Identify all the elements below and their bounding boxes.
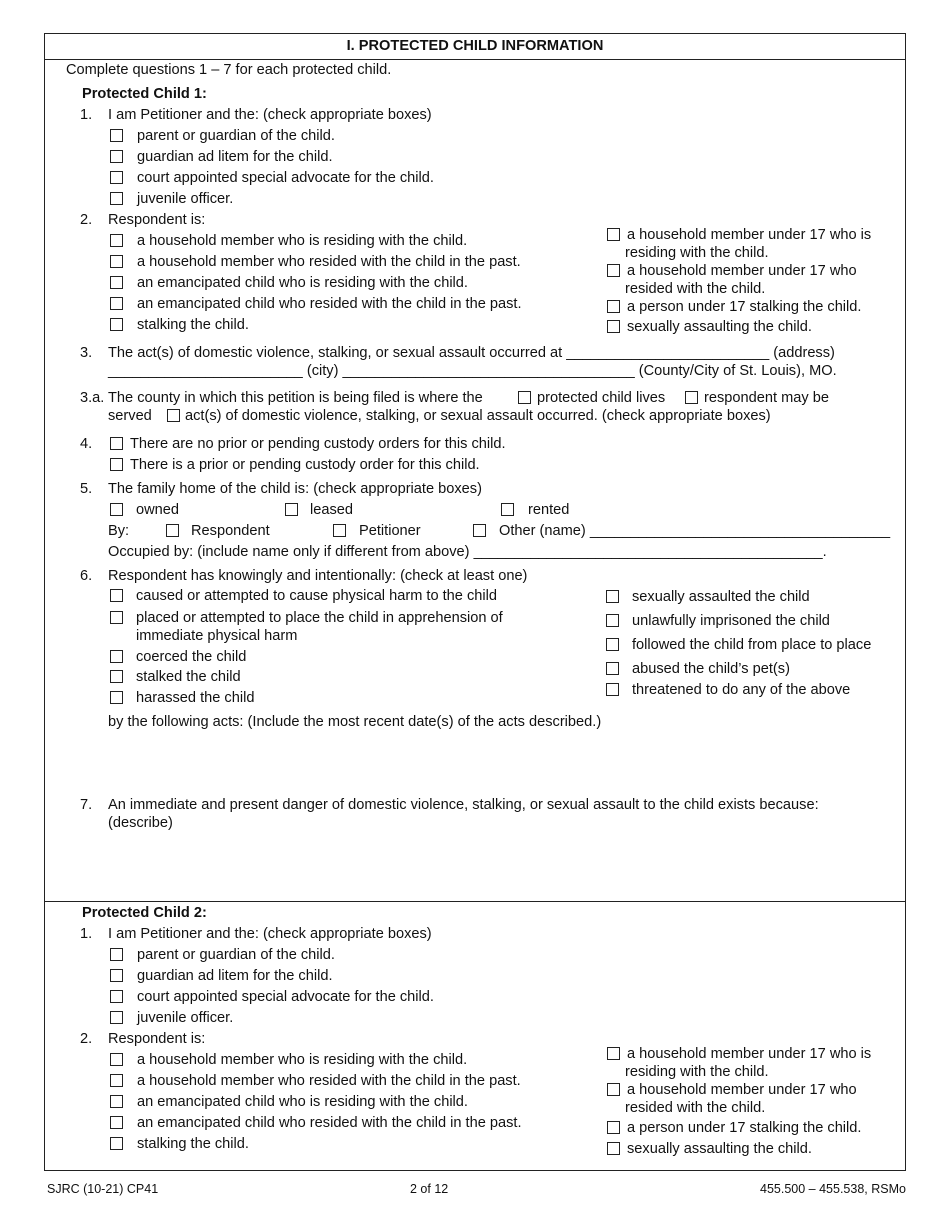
child1-q1-checkbox[interactable] [110, 129, 123, 142]
child1-q6-right-option: abused the child’s pet(s) [632, 661, 790, 677]
child1-q6-right-option: unlawfully imprisoned the child [632, 613, 830, 629]
child1-q6-right-option: followed the child from place to place [632, 637, 872, 653]
child1-q3a-text: served [108, 408, 152, 424]
child1-q1-option: court appointed special advocate for the child. [137, 170, 434, 186]
child1-q2-right-checkbox[interactable] [607, 320, 620, 333]
child1-q3-line1: The act(s) of domestic violence, stalking, or sexual assault occurred at _________________________ (address) [108, 345, 835, 361]
footer-statute: 455.500 – 455.538, RSMo [760, 1182, 906, 1196]
section-title: I. PROTECTED CHILD INFORMATION [45, 34, 905, 60]
child1-q5-home-option: owned [136, 502, 180, 518]
child1-q7-text: An immediate and present danger of domestic violence, stalking, or sexual assault to the child exists because: [108, 797, 819, 813]
child1-q6-checkbox[interactable] [110, 670, 123, 683]
child2-q2-option: a household member who is residing with the child. [137, 1052, 468, 1068]
child2-q2-option: a household member who resided with the child in the past. [137, 1073, 521, 1089]
child2-q2-right-option-cont: resided with the child. [625, 1100, 766, 1116]
child1-q3-line2: ________________________ (city) ____________________________________ (County/City of St. Louis), MO. [108, 363, 837, 379]
child1-q5-by-option: Respondent [191, 523, 270, 539]
child1-q5-occupied: Occupied by: (include name only if different from above) ___________________________________________. [108, 544, 827, 560]
child1-q2-option: stalking the child. [137, 317, 249, 333]
child2-q2-checkbox[interactable] [110, 1116, 123, 1129]
child1-q2-option: a household member who resided with the child in the past. [137, 254, 521, 270]
child1-q6-right-checkbox[interactable] [606, 590, 619, 603]
child1-q4-option: There is a prior or pending custody order for this child. [130, 457, 480, 473]
child1-q2-right-option-cont: resided with the child. [625, 281, 766, 297]
child1-q4-checkbox[interactable] [110, 458, 123, 471]
child1-q3a-text: The county in which this petition is being filed is where the [108, 390, 483, 406]
child1-q3a-option: respondent may be [704, 390, 829, 406]
child1-q3a-option: act(s) of domestic violence, stalking, or sexual assault occurred. (check appropriate boxes) [185, 408, 771, 424]
child1-q2-right-checkbox[interactable] [607, 264, 620, 277]
child1-q1-option: parent or guardian of the child. [137, 128, 335, 144]
child1-q2-option: an emancipated child who resided with the child in the past. [137, 296, 522, 312]
child1-q1-number: 1. [80, 107, 93, 123]
child2-q2-right-option-cont: residing with the child. [625, 1064, 769, 1080]
child2-q1-option: guardian ad litem for the child. [137, 968, 333, 984]
child2-q2-right-checkbox[interactable] [607, 1121, 620, 1134]
child1-q6-option: stalked the child [136, 669, 241, 685]
child1-q2-text: Respondent is: [108, 212, 206, 228]
child1-heading: Protected Child 1: [82, 86, 207, 102]
child1-q1-option: guardian ad litem for the child. [137, 149, 333, 165]
child1-q3a-checkbox-respondent-served[interactable] [685, 391, 698, 404]
child1-q3a-checkbox-acts-occurred[interactable] [167, 409, 180, 422]
child1-q6-right-checkbox[interactable] [606, 683, 619, 696]
child1-q2-right-option: a person under 17 stalking the child. [627, 299, 862, 315]
child2-q1-number: 1. [80, 926, 93, 942]
child2-q1-option: court appointed special advocate for the child. [137, 989, 434, 1005]
child1-q5-home-checkbox[interactable] [285, 503, 298, 516]
child1-q6-checkbox[interactable] [110, 611, 123, 624]
child1-q5-by-option: Other (name) _____________________________________ [499, 523, 891, 539]
child1-q5-by-option: Petitioner [359, 523, 421, 539]
child1-q3-number: 3. [80, 345, 93, 361]
child1-q6-right-option: sexually assaulted the child [632, 589, 810, 605]
child2-q2-right-option: a household member under 17 who is [627, 1046, 872, 1062]
child1-q2-checkbox[interactable] [110, 255, 123, 268]
child2-q2-number: 2. [80, 1031, 93, 1047]
child1-q5-number: 5. [80, 481, 93, 497]
child1-q4-checkbox[interactable] [110, 437, 123, 450]
child1-q6-option: coerced the child [136, 649, 247, 665]
child1-q5-by-checkbox[interactable] [166, 524, 179, 537]
child1-q2-checkbox[interactable] [110, 234, 123, 247]
child1-q2-right-option: a household member under 17 who is [627, 227, 872, 243]
footer-page-number: 2 of 12 [410, 1182, 449, 1196]
child2-q2-right-option: sexually assaulting the child. [627, 1141, 812, 1157]
child2-q2-checkbox[interactable] [110, 1137, 123, 1150]
child2-q1-checkbox[interactable] [110, 969, 123, 982]
child1-q2-option: a household member who is residing with the child. [137, 233, 468, 249]
child1-q7-describe: (describe) [108, 815, 173, 831]
child1-q6-text: Respondent has knowingly and intentionally: (check at least one) [108, 568, 528, 584]
child1-q6-right-option: threatened to do any of the above [632, 682, 851, 698]
child1-q6-option-cont: immediate physical harm [136, 628, 298, 644]
child2-q2-right-option: a person under 17 stalking the child. [627, 1120, 862, 1136]
child2-q2-text: Respondent is: [108, 1031, 206, 1047]
child1-q5-home-option: rented [528, 502, 570, 518]
child2-q2-checkbox[interactable] [110, 1053, 123, 1066]
child1-q2-right-option: sexually assaulting the child. [627, 319, 812, 335]
child-divider [45, 901, 905, 902]
child1-q1-checkbox[interactable] [110, 192, 123, 205]
child2-q1-option: juvenile officer. [137, 1010, 234, 1026]
child1-q2-right-checkbox[interactable] [607, 300, 620, 313]
child1-q1-checkbox[interactable] [110, 150, 123, 163]
child2-q1-option: parent or guardian of the child. [137, 947, 335, 963]
child1-q3a-number: 3.a. [80, 390, 105, 406]
child1-q1-option: juvenile officer. [137, 191, 234, 207]
child2-q1-text: I am Petitioner and the: (check appropriate boxes) [108, 926, 432, 942]
child1-q6-checkbox[interactable] [110, 589, 123, 602]
child2-heading: Protected Child 2: [82, 905, 207, 921]
child1-q6-option: harassed the child [136, 690, 255, 706]
child1-q5-by-checkbox[interactable] [333, 524, 346, 537]
child1-q2-right-option: a household member under 17 who [627, 263, 857, 279]
intro-text: Complete questions 1 – 7 for each protected child. [66, 62, 392, 78]
child1-q6-option: caused or attempted to cause physical harm to the child [136, 588, 497, 604]
child1-q5-by-checkbox[interactable] [473, 524, 486, 537]
child1-q7-number: 7. [80, 797, 93, 813]
child1-q2-option: an emancipated child who is residing with the child. [137, 275, 468, 291]
child2-q1-checkbox[interactable] [110, 948, 123, 961]
child1-q6-number: 6. [80, 568, 93, 584]
child1-q3a-option: protected child lives [537, 390, 666, 406]
child1-q6-checkbox[interactable] [110, 691, 123, 704]
child1-q4-option: There are no prior or pending custody orders for this child. [130, 436, 506, 452]
child1-q2-right-checkbox[interactable] [607, 228, 620, 241]
child2-q2-option: an emancipated child who resided with the child in the past. [137, 1115, 522, 1131]
child1-q2-right-option-cont: residing with the child. [625, 245, 769, 261]
child1-q6-acts-label: by the following acts: (Include the most recent date(s) of the acts described.) [108, 714, 602, 730]
child1-q5-home-checkbox[interactable] [501, 503, 514, 516]
child2-q2-right-option: a household member under 17 who [627, 1082, 857, 1098]
child2-q2-right-checkbox[interactable] [607, 1142, 620, 1155]
child2-q1-checkbox[interactable] [110, 990, 123, 1003]
child1-q3a-checkbox-child-lives[interactable] [518, 391, 531, 404]
child1-q6-right-checkbox[interactable] [606, 614, 619, 627]
child1-q2-checkbox[interactable] [110, 297, 123, 310]
child1-q2-checkbox[interactable] [110, 318, 123, 331]
child2-q2-right-checkbox[interactable] [607, 1083, 620, 1096]
child2-q2-option: an emancipated child who is residing with the child. [137, 1094, 468, 1110]
child1-q5-home-option: leased [310, 502, 354, 518]
child1-q2-checkbox[interactable] [110, 276, 123, 289]
child1-q5-text: The family home of the child is: (check appropriate boxes) [108, 481, 482, 497]
child2-q2-checkbox[interactable] [110, 1074, 123, 1087]
child1-q6-right-checkbox[interactable] [606, 638, 619, 651]
child2-q2-option: stalking the child. [137, 1136, 249, 1152]
footer-form-id: SJRC (10-21) CP41 [47, 1182, 159, 1196]
child1-q1-checkbox[interactable] [110, 171, 123, 184]
child1-q1-text: I am Petitioner and the: (check appropriate boxes) [108, 107, 432, 123]
child1-q4-number: 4. [80, 436, 93, 452]
child1-q5-by-label: By: [108, 523, 130, 539]
child1-q6-checkbox[interactable] [110, 650, 123, 663]
child1-q2-number: 2. [80, 212, 93, 228]
child1-q5-home-checkbox[interactable] [110, 503, 123, 516]
child2-q1-checkbox[interactable] [110, 1011, 123, 1024]
child2-q2-checkbox[interactable] [110, 1095, 123, 1108]
child1-q6-right-checkbox[interactable] [606, 662, 619, 675]
child2-q2-right-checkbox[interactable] [607, 1047, 620, 1060]
child1-q6-option: placed or attempted to place the child in apprehension of [136, 610, 503, 626]
